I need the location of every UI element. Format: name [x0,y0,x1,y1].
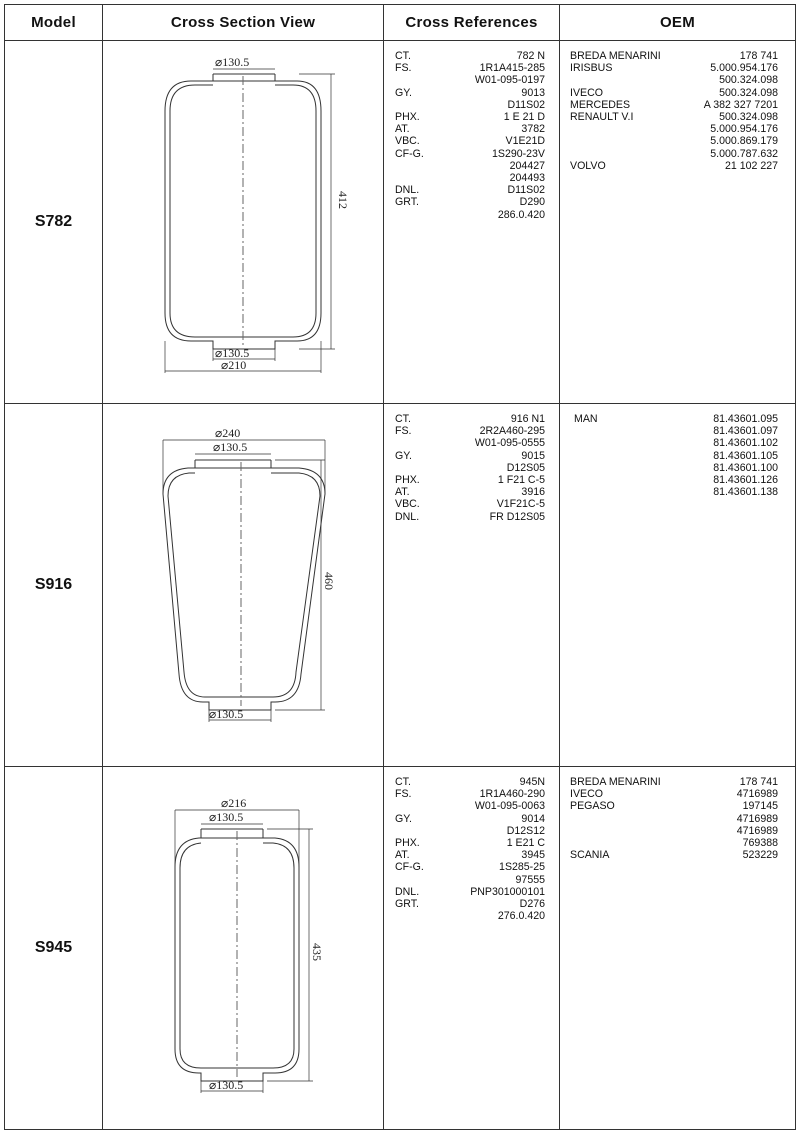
entry-value: 500.324.098 [719,111,778,124]
entry-value: 782 N [516,50,545,62]
entry-value: 1 E 21 D [503,111,545,124]
list-item [395,849,545,861]
cross-section-cell [103,404,384,767]
list-item [570,837,778,849]
dim-bottom-diameter: ⌀130.5 [209,1078,244,1092]
list-item [395,898,545,910]
entry-value: D11S02 [507,184,545,197]
entry-label: SCANIA [570,849,610,862]
cross-references-cell [384,767,560,1130]
list-item [395,425,545,437]
list-item [395,50,545,62]
cross-references-list [384,413,559,523]
cross-section-drawing-s916 [103,404,384,757]
entry-value: 21 102 227 [724,159,778,172]
dim-max-diameter: ⌀210 [221,358,247,372]
dim-top-diameter: ⌀130.5 [213,440,248,454]
entry-label: GY. [395,86,412,99]
entry-value: W01-095-0555 [474,437,545,450]
list-item [570,849,778,861]
entry-value: 9013 [521,86,545,99]
entry-value: 81.43601.100 [713,461,778,474]
list-item [570,788,778,800]
list-item [395,837,545,849]
list-item [395,486,545,498]
entry-value: 1S285-25 [499,861,545,874]
entry-value: 2R2A460-295 [479,425,545,438]
entry-label: AT. [395,849,410,862]
entry-value: D11S02 [507,98,545,111]
entry-label: CT. [395,413,411,425]
list-item [570,450,778,462]
entry-label: PHX. [395,111,420,124]
list-item [570,413,778,425]
table-row [5,767,796,1130]
entry-label: CT. [395,50,411,62]
oem-cell [560,41,796,404]
entry-value: 81.43601.102 [713,437,778,450]
table-row [5,404,796,767]
entry-value: 9015 [521,449,545,462]
entry-label: GRT. [395,898,419,911]
entry-value: 5.000.954.176 [710,123,778,136]
entry-value: 500.324.098 [719,74,778,87]
entry-label: IVECO [570,788,603,801]
entry-value: D12S05 [506,461,545,474]
table-row [5,41,796,404]
entry-label: BREDA MENARINI [570,776,661,788]
list-item [395,861,545,873]
entry-value: 1R1A460-290 [479,788,545,801]
oem-list [560,776,795,861]
list-item [395,813,545,825]
list-item [570,776,778,788]
entry-value: A 382 327 7201 [703,98,778,111]
entry-value: 81.43601.105 [713,449,778,462]
entry-value: 276.0.420 [497,910,545,923]
entry-label: MERCEDES [570,98,631,111]
list-item [395,209,545,221]
dim-height: 412 [336,191,350,209]
entry-value: 9014 [521,812,545,825]
entry-value: 4716989 [736,788,778,801]
list-item [570,62,778,74]
list-item [395,413,545,425]
entry-value: 286.0.420 [497,208,545,221]
entry-value: D12S12 [506,824,545,837]
cross-references-list [384,50,559,221]
entry-label: PEGASO [570,800,615,813]
list-item [395,874,545,886]
entry-value: 5.000.954.176 [710,62,778,75]
oem-cell [560,404,796,767]
entry-value: 5.000.787.632 [710,147,778,160]
list-item [570,813,778,825]
header-cross-references: Cross References [384,5,560,41]
entry-value: V1F21C-5 [496,498,545,511]
entry-value: 81.43601.126 [713,474,778,487]
list-item [570,825,778,837]
entry-label: FS. [395,788,412,801]
entry-label: AT. [395,486,410,499]
entry-label: AT. [395,123,410,136]
entry-value: 3782 [521,123,545,136]
entry-label: DNL. [395,885,420,898]
entry-value: W01-095-0063 [474,800,545,813]
list-item [395,135,545,147]
list-item [570,87,778,99]
list-item [395,184,545,196]
entry-label: RENAULT V.I [570,111,634,124]
list-item [570,135,778,147]
list-item [395,776,545,788]
entry-value: 97555 [515,873,545,886]
entry-value: 500.324.098 [719,86,778,99]
entry-value: D290 [519,196,545,209]
header-row [5,5,796,41]
entry-label: GY. [395,449,412,462]
entry-value: 769388 [742,837,778,850]
entry-value: V1E21D [505,135,545,148]
entry-value: 81.43601.095 [713,413,778,425]
list-item [570,486,778,498]
entry-value: FR D12S05 [489,510,545,523]
entry-value: 523229 [742,849,778,862]
entry-value: 178 741 [739,50,778,62]
entry-value: PNP301000101 [470,885,545,898]
entry-label: BREDA MENARINI [570,50,661,62]
entry-value: 5.000.869.179 [710,135,778,148]
oem-cell [560,767,796,1130]
entry-value: 1 F21 C-5 [497,474,545,487]
list-item [395,910,545,922]
entry-label: PHX. [395,837,420,850]
entry-value: 204493 [509,172,545,185]
cross-section-cell [103,41,384,404]
header-oem: OEM [560,5,796,41]
entry-label: VBC. [395,498,420,511]
entry-value: W01-095-0197 [474,74,545,87]
dim-max-diameter: ⌀216 [221,796,247,810]
entry-value: 81.43601.097 [713,425,778,438]
entry-value: 197145 [742,800,778,813]
list-item [395,148,545,160]
cross-section-cell [103,767,384,1130]
dim-bottom-diameter: ⌀130.5 [215,346,250,360]
list-item [570,160,778,172]
list-item [395,886,545,898]
list-item [395,62,545,74]
entry-value: 916 N1 [510,413,545,425]
list-item [395,462,545,474]
entry-label: IRISBUS [570,62,613,75]
list-item [570,800,778,812]
dim-height: 460 [322,572,336,590]
entry-label: VOLVO [570,159,606,172]
cross-references-list [384,776,559,922]
oem-list [560,50,795,172]
entry-label: DNL. [395,184,420,197]
list-item [395,99,545,111]
entry-value: 1S290-23V [491,147,545,160]
list-item [395,437,545,449]
list-item [395,74,545,86]
list-item [570,474,778,486]
entry-value: 81.43601.138 [713,486,778,499]
entry-label: CF-G. [395,147,424,160]
list-item [395,498,545,510]
entry-label: FS. [395,62,412,75]
entry-value: 1 E21 C [506,837,545,850]
entry-label: GY. [395,812,412,825]
cross-references-cell [384,41,560,404]
entry-value: 178 741 [739,776,778,788]
entry-label: GRT. [395,196,419,209]
list-item [395,87,545,99]
dim-max-diameter: ⌀240 [215,426,241,440]
entry-label: FS. [395,425,412,438]
entry-value: 945N [519,776,545,788]
list-item [570,74,778,86]
list-item [395,123,545,135]
model-cell: S945 [5,767,103,1130]
entry-label: VBC. [395,135,420,148]
list-item [570,462,778,474]
list-item [570,437,778,449]
entry-value: 204427 [509,159,545,172]
list-item [395,511,545,523]
entry-label: DNL. [395,510,420,523]
dim-bottom-diameter: ⌀130.5 [209,707,244,721]
entry-value: 4716989 [736,812,778,825]
entry-label: CF-G. [395,861,424,874]
list-item [395,111,545,123]
entry-value: 4716989 [736,824,778,837]
header-model: Model [5,5,103,41]
entry-value: 3945 [521,849,545,862]
list-item [395,160,545,172]
oem-list [560,413,795,498]
cross-section-drawing-s945 [103,767,384,1120]
header-cross-section: Cross Section View [103,5,384,41]
list-item [395,825,545,837]
list-item [395,788,545,800]
list-item [570,425,778,437]
dim-top-diameter: ⌀130.5 [209,810,244,824]
entry-value: D276 [519,898,545,911]
entry-value: 1R1A415-285 [479,62,545,75]
air-spring-table [4,4,796,1130]
entry-value: 3916 [521,486,545,499]
cross-references-cell [384,404,560,767]
entry-label: IVECO [570,86,603,99]
list-item [570,99,778,111]
list-item [395,800,545,812]
list-item [570,148,778,160]
entry-label: MAN [574,413,598,425]
list-item [570,111,778,123]
dim-top-diameter: ⌀130.5 [215,55,250,69]
cross-section-drawing-s782 [103,41,384,394]
dim-height: 435 [310,943,324,961]
list-item [395,196,545,208]
list-item [395,474,545,486]
list-item [395,172,545,184]
list-item [395,450,545,462]
model-cell: S782 [5,41,103,404]
entry-label: PHX. [395,474,420,487]
entry-label: CT. [395,776,411,788]
list-item [570,123,778,135]
list-item [570,50,778,62]
model-cell: S916 [5,404,103,767]
